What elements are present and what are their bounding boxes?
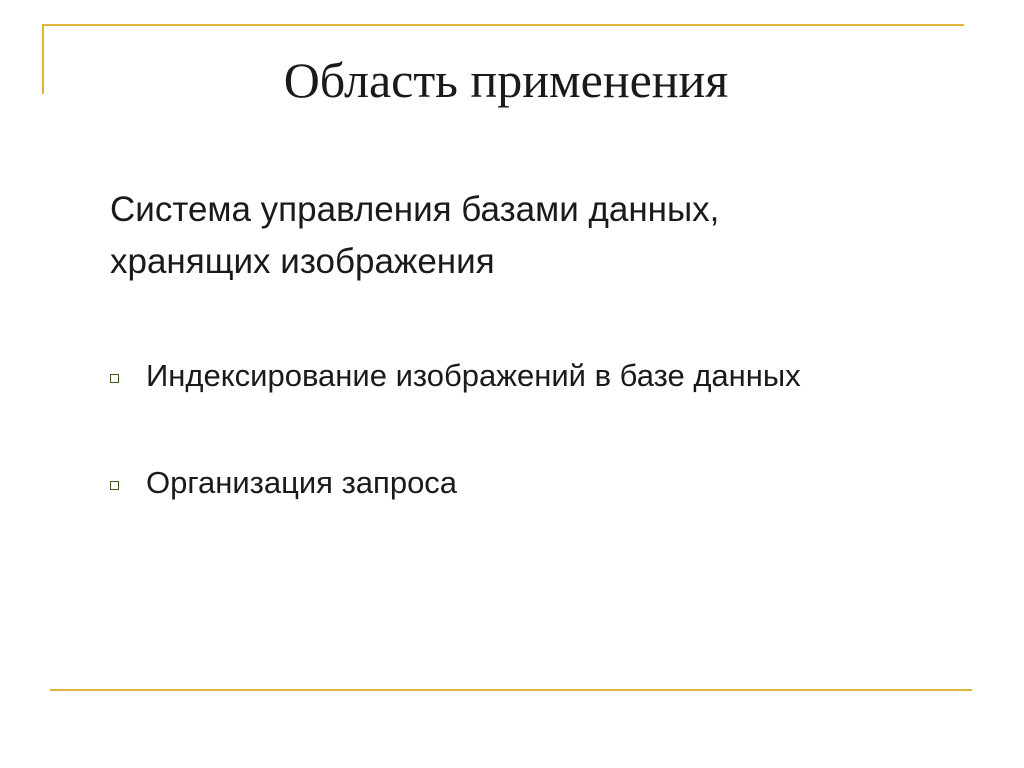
bullet-text: Организация запроса	[146, 465, 458, 500]
bullet-text: Индексирование изображений в базе данных	[146, 358, 801, 393]
frame-bottom-line	[50, 689, 972, 691]
square-bullet-icon	[110, 374, 121, 385]
bullet-item	[110, 354, 970, 398]
lead-text	[110, 184, 930, 288]
lead-line-1: Система управления базами данных,	[110, 190, 720, 229]
square-bullet-icon	[110, 481, 121, 492]
slide-title: Область применения	[283, 52, 729, 108]
bullet-item	[110, 461, 970, 505]
frame-top-line	[42, 24, 964, 26]
lead-line-2: хранящих изображения	[110, 242, 495, 281]
